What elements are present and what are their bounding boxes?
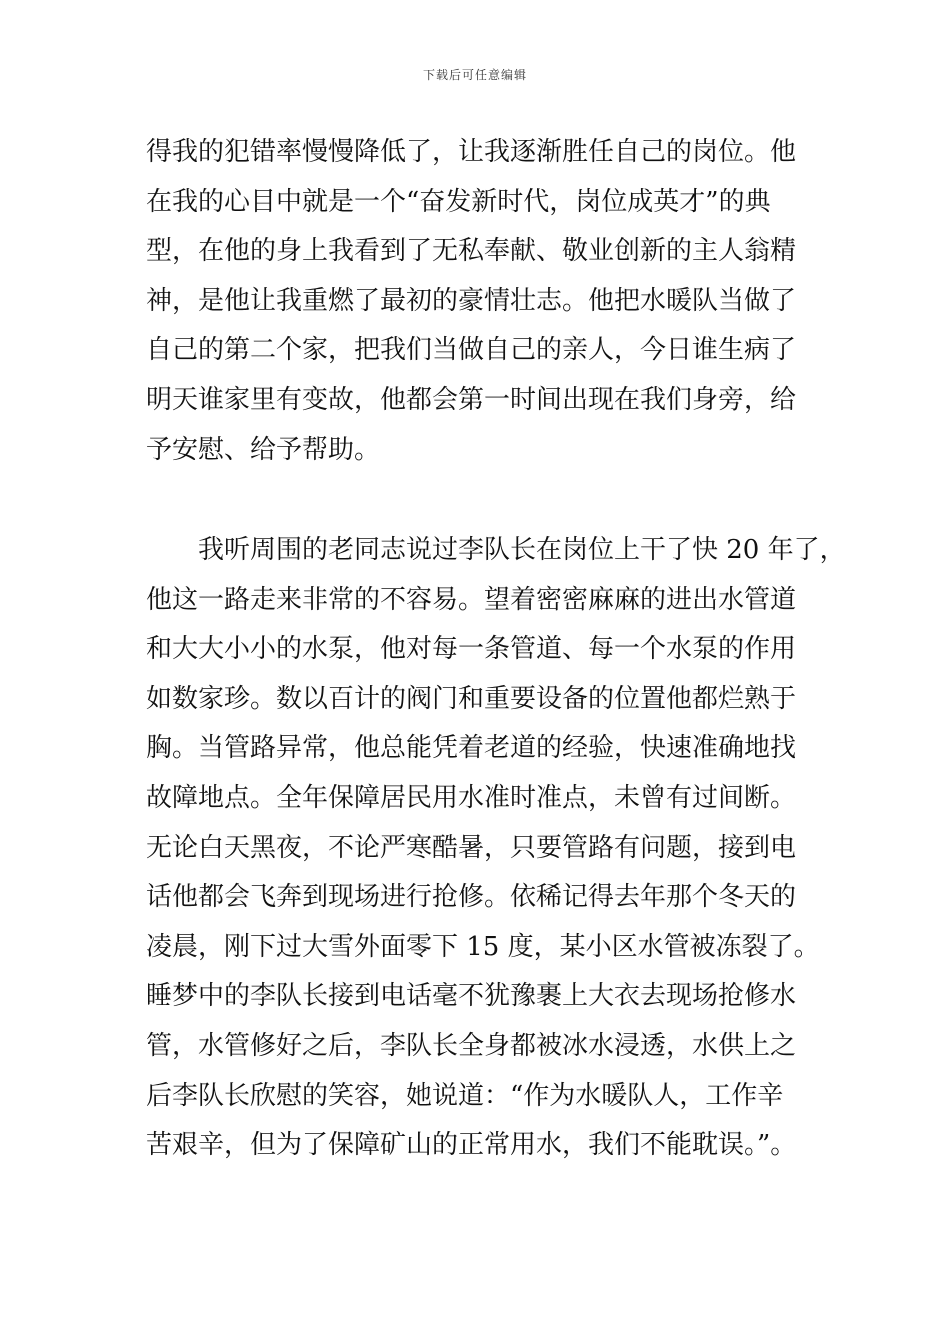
text-line: 管，水管修好之后，李队长全身都被冰水浸透，水供上之 (146, 1030, 797, 1061)
text-line: 如数家珍。数以百计的阀门和重要设备的位置他都烂熟于 (146, 683, 797, 714)
text-line: 话他都会飞奔到现场进行抢修。依稀记得去年那个冬天的 (146, 882, 797, 913)
paragraph-1 (146, 128, 816, 475)
text-line: 自己的第二个家，把我们当做自己的亲人，今日谁生病了 (146, 335, 797, 366)
text-line: 和大大小小的水泵，他对每一条管道、每一个水泵的作用 (146, 634, 797, 665)
text-line: 无论白天黑夜，不论严寒酷暑，只要管路有问题，接到电 (146, 832, 797, 863)
text-line: 得我的犯错率慢慢降低了，让我逐渐胜任自己的岗位。他 (146, 137, 797, 167)
header-note: 下载后可任意编辑 (422, 68, 527, 82)
text-line: 神，是他让我重燃了最初的豪情壮志。他把水暖队当做了 (146, 285, 797, 316)
text-line: 我听周围的老同志说过李队长在岗位上干了快 20 年了， (198, 535, 846, 565)
text-line: 予安慰、给予帮助。 (146, 434, 381, 465)
text-line: 他这一路走来非常的不容易。望着密密麻麻的进出水管道 (146, 584, 797, 615)
text-line: 凌晨，刚下过大雪外面零下 15 度，某小区水管被冻裂了。 (146, 931, 820, 962)
text-line: 后李队长欣慰的笑容，她说道：“作为水暖队人，工作辛 (146, 1080, 784, 1111)
text-line: 苦艰辛，但为了保障矿山的正常用水，我们不能耽误。”。 (146, 1130, 797, 1161)
text-line: 胸。当管路异常，他总能凭着老道的经验，快速准确地找 (146, 733, 797, 764)
text-line: 明天谁家里有变故，他都会第一时间出现在我们身旁，给 (146, 384, 797, 415)
text-line: 在我的心目中就是一个“奋发新时代，岗位成英才”的典 (146, 186, 771, 217)
text-line: 型，在他的身上我看到了无私奉献、敬业创新的主人翁精 (146, 236, 797, 267)
paragraph-2 (146, 526, 846, 1171)
text-line: 故障地点。全年保障居民用水准时准点，未曾有过间断。 (146, 782, 797, 813)
text-line: 睡梦中的李队长接到电话毫不犹豫裹上大衣去现场抢修水 (146, 981, 797, 1012)
